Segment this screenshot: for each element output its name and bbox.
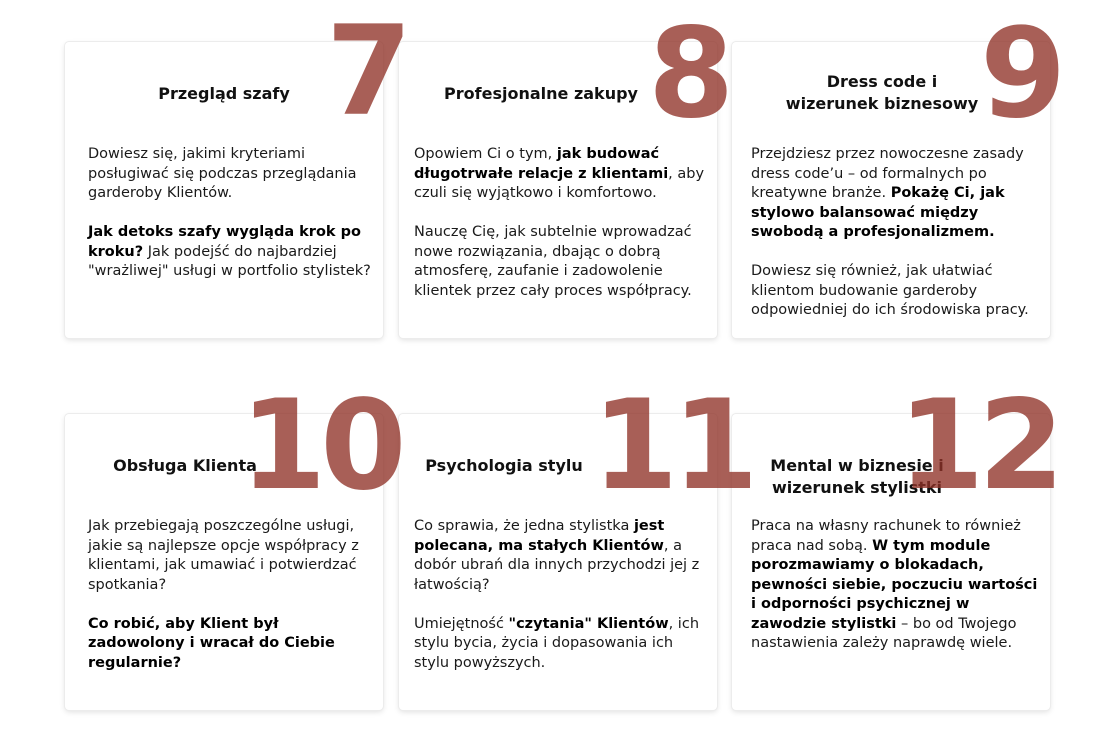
card-title: Psychologia stylu [425, 456, 583, 475]
module-number-9: 9 [980, 2, 1061, 146]
card-body [414, 517, 706, 693]
card-title: Profesjonalne zakupy [444, 84, 638, 103]
card-paragraph: Praca na własny rachunek to również praca nad sobą. W tym module porozmawiamy o blokadach, pewności siebie, poczuciu wartości i odporności psychicznej w zawodzie stylistki – bo od Twojego nastawienia zależy naprawdę wiele. [751, 518, 1038, 651]
card-body [88, 517, 373, 693]
card-paragraph: Dowiesz się, jakimi kryteriami posługiwać się podczas przeglądania garderoby Klientów. [88, 146, 357, 201]
card-paragraph: Przejdziesz przez nowoczesne zasady dress code’u – od formalnych po kreatywne branże. Pokażę Ci, jak stylowo balansować między swobodą a profesjonalizmem. [751, 146, 1024, 240]
card-title-line: Dress code i [826, 72, 938, 91]
card-paragraph: Co robić, aby Klient był zadowolony i wracał do Ciebie regularnie? [88, 615, 335, 671]
module-number-7: 7 [326, 0, 407, 144]
card-body [751, 145, 1045, 340]
module-number-11: 11 [592, 374, 753, 518]
module-number-8: 8 [648, 2, 729, 146]
card-body [751, 517, 1045, 673]
card-paragraph: Jak detoks szafy wygląda krok po kroku? Jak podejść do najbardziej "wrażliwej" usługi w portfolio stylistek? [88, 224, 371, 279]
module-number-12: 12 [898, 374, 1059, 518]
card-body [88, 145, 373, 301]
card-title-line: Mental w biznesie i [770, 456, 944, 475]
card-title: Przegląd szafy [158, 84, 290, 103]
module-number-10: 10 [240, 374, 401, 518]
card-paragraph: Umiejętność "czytania" Klientów, ich stylu bycia, życia i dopasowania ich stylu powyższych. [414, 615, 700, 671]
card-title-line: wizerunek stylistki [771, 478, 943, 497]
card-paragraph: Opowiem Ci o tym, jak budować długotrwałe relacje z klientami, aby czuli się wyjątkowo i komfortowo. [414, 146, 705, 201]
card-body [414, 145, 706, 321]
card-paragraph: Nauczę Cię, jak subtelnie wprowadzać nowe rozwiązania, dbając o dobrą atmosferę, zaufanie i zadowolenie klientek przez cały proces współpracy. [414, 224, 692, 299]
card-title: Obsługa Klienta [113, 456, 257, 475]
card-paragraph: Dowiesz się również, jak ułatwiać klientom budowanie garderoby odpowiedniej do ich środowiska pracy. [751, 263, 1029, 318]
card-paragraph: Jak przebiegają poszczególne usługi, jakie są najlepsze opcje współpracy z klientami, jak umawiać i potwierdzać spotkania? [88, 518, 359, 593]
card-title-line: wizerunek biznesowy [785, 94, 979, 113]
card-paragraph: Co sprawia, że jedna stylistka jest polecana, ma stałych Klientów, a dobór ubrań dla innych przychodzi jej z łatwością? [414, 518, 700, 593]
